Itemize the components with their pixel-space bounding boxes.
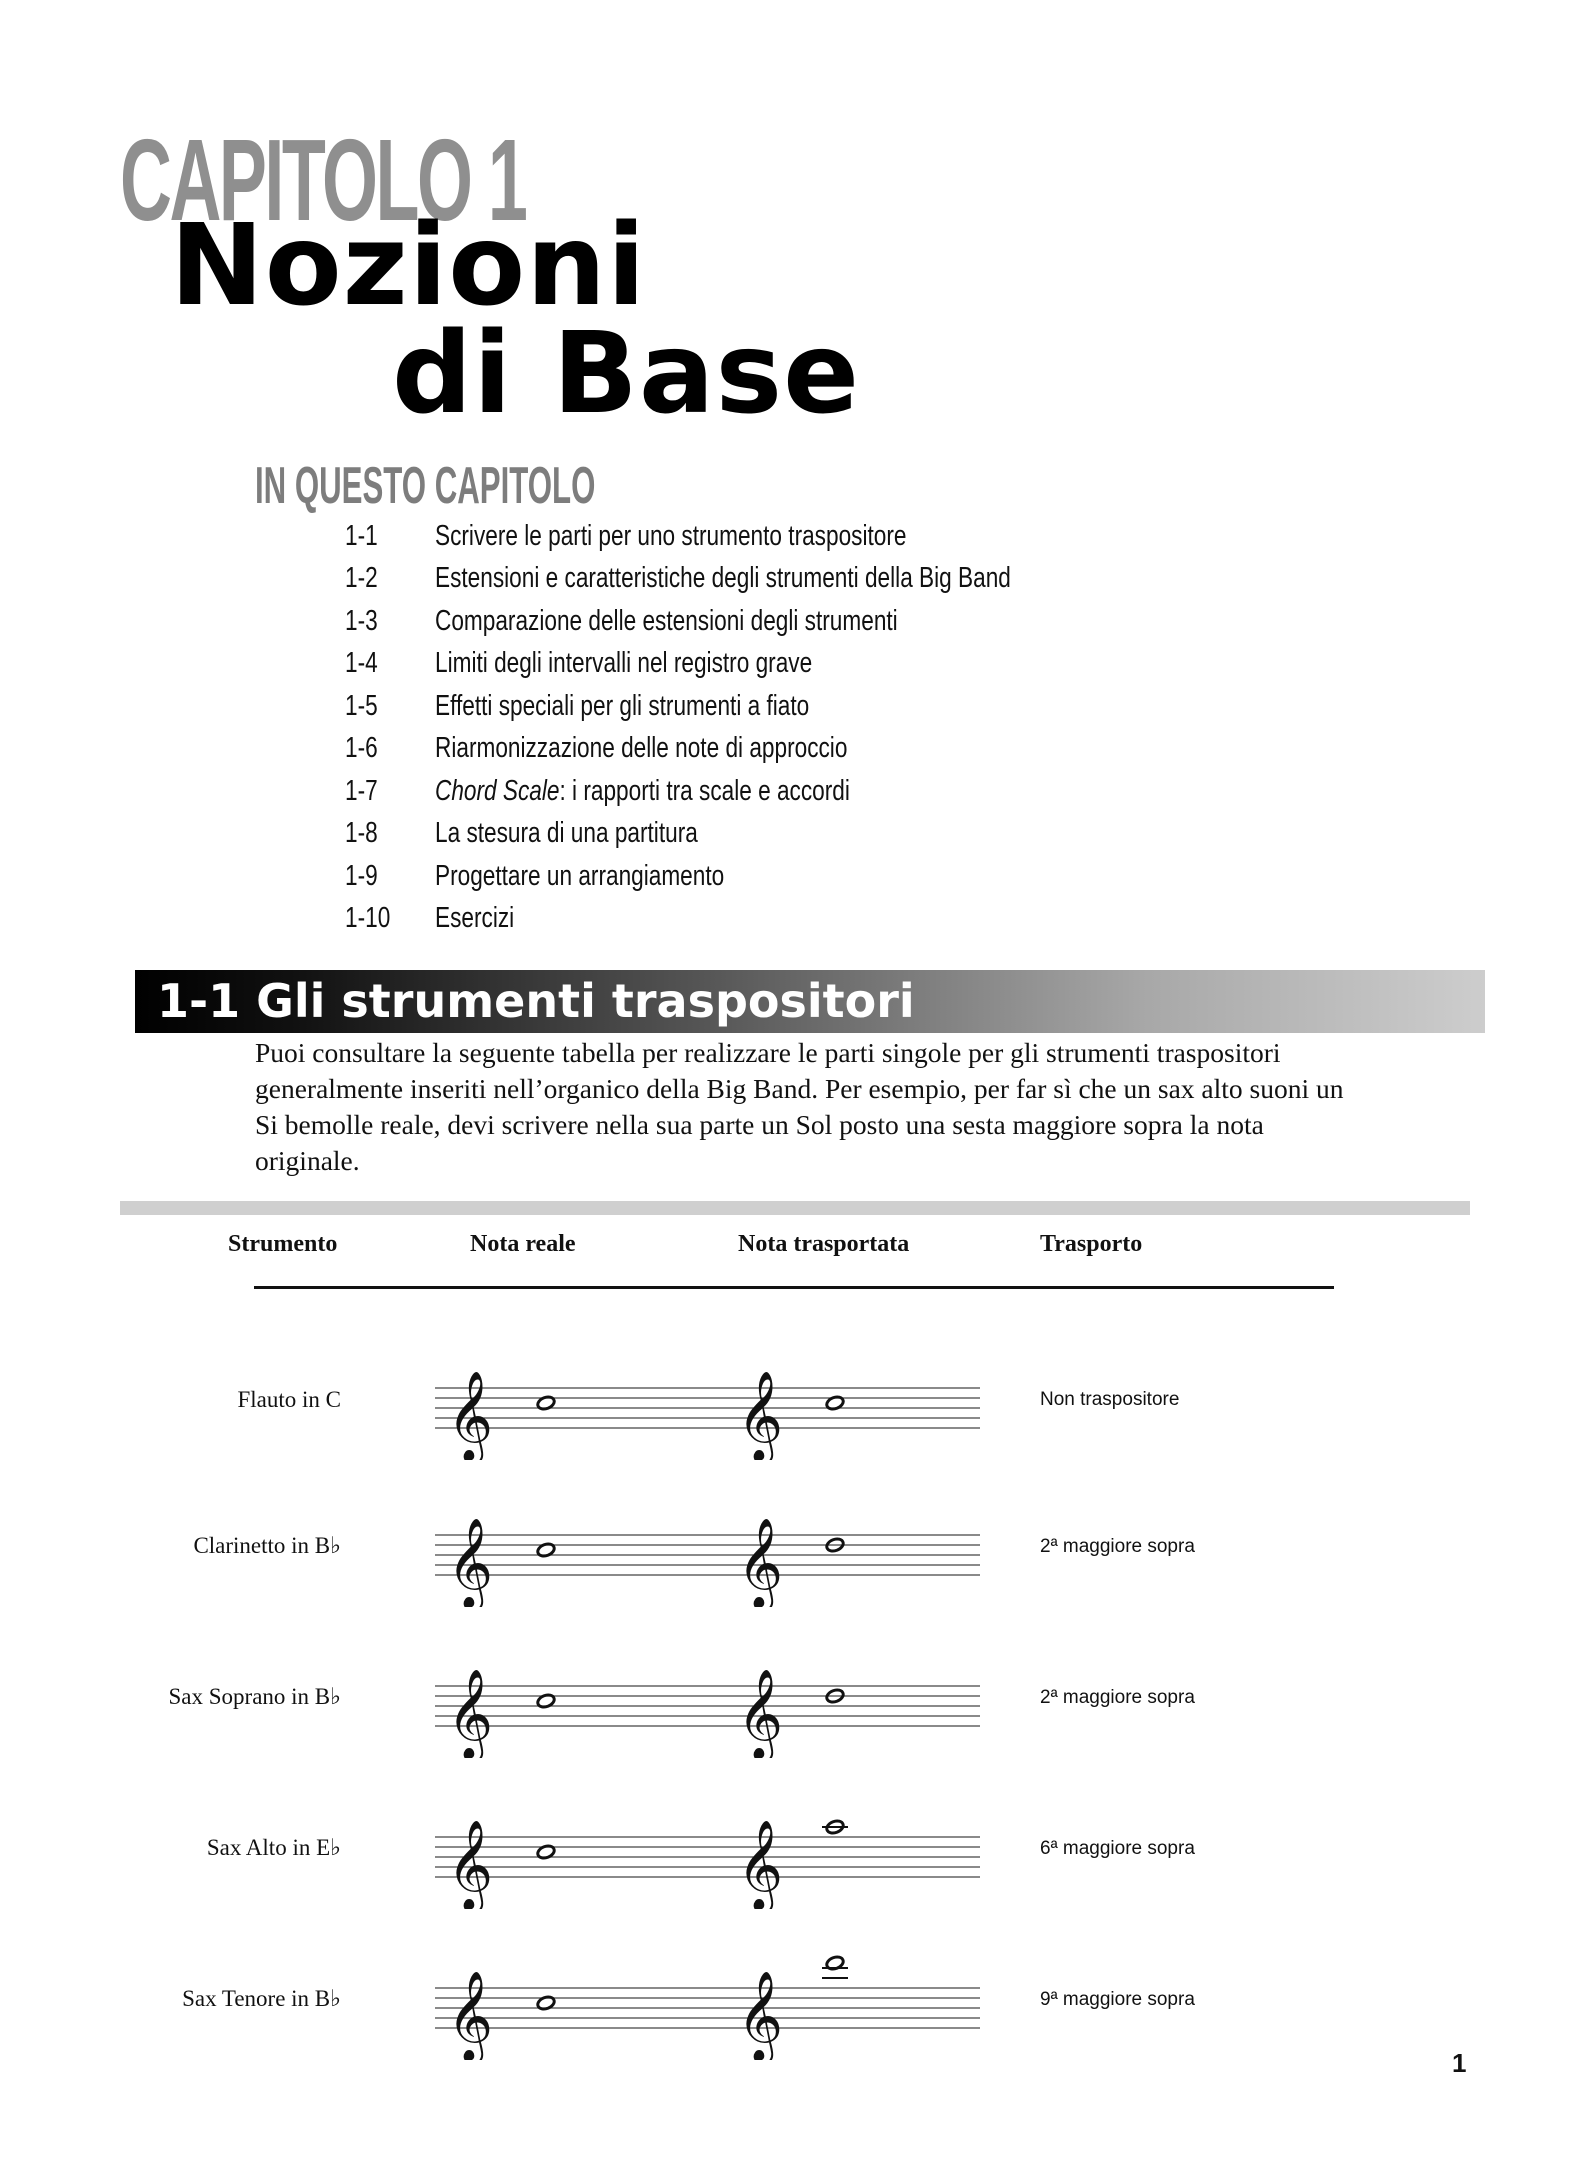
toc-item-text: Effetti speciali per gli strumenti a fiato xyxy=(435,690,810,722)
staff-row xyxy=(435,1789,980,1909)
table-top-rule xyxy=(120,1201,1470,1215)
toc-item-number: 1-10 xyxy=(345,902,391,934)
toc-item-text-rest: : i rapporti tra scale e accordi xyxy=(559,775,850,807)
toc-item-number: 1-4 xyxy=(345,647,378,679)
whole-note-head xyxy=(536,1395,556,1411)
section-intro-paragraph: Puoi consultare la seguente tabella per realizzare le parti singole per gli strumenti traspositori generalmente inseriti nell’organico della Big Band. Per esempio, per far sì che un sax alto suoni un Si bemolle reale, devi scrivere nella sua parte un Sol posto una sesta maggiore sopra la nota originale. xyxy=(255,1037,1344,1176)
toc-item-text: Esercizi xyxy=(435,902,515,934)
toc-heading: IN QUESTO CAPITOLO xyxy=(255,457,596,515)
toc-item-number: 1-1 xyxy=(345,520,378,552)
instrument-label: Sax Tenore in B♭ xyxy=(182,1986,341,2011)
toc-item-text-italic: Chord Scale xyxy=(435,775,560,807)
real-note xyxy=(536,1844,556,1860)
transposition-label: 2ª maggiore sopra xyxy=(1040,1536,1195,1557)
transposed-note xyxy=(822,1819,848,1835)
staff-row xyxy=(435,1340,980,1460)
transposition-label: Non traspositore xyxy=(1040,1389,1180,1410)
toc-item-text: Riarmonizzazione delle note di approccio xyxy=(435,732,848,764)
toc-item-text: Scrivere le parti per uno strumento traspositore xyxy=(435,520,907,552)
toc-item-number: 1-2 xyxy=(345,562,378,594)
toc-item-number: 1-7 xyxy=(345,775,378,807)
treble-clef-icon: 𝄞 xyxy=(737,1518,784,1607)
transposed-note xyxy=(825,1395,845,1411)
transposed-note xyxy=(822,1955,848,1978)
real-note xyxy=(536,1542,556,1558)
whole-note-head xyxy=(536,1542,556,1558)
chapter-title-line-2: di Base xyxy=(392,309,861,439)
treble-clef-icon: 𝄞 xyxy=(737,1971,784,2060)
real-note xyxy=(536,1395,556,1411)
toc-item-text: La stesura di una partitura xyxy=(435,817,698,849)
toc-item-number: 1-8 xyxy=(345,817,378,849)
instrument-label: Sax Soprano in B♭ xyxy=(168,1684,341,1709)
treble-clef-icon: 𝄞 xyxy=(737,1820,784,1909)
whole-note-head xyxy=(536,1844,556,1860)
chapter-title-line-1: Nozioni xyxy=(170,201,647,331)
instrument-label: Clarinetto in B♭ xyxy=(193,1533,341,1558)
toc-item-text: Comparazione delle estensioni degli strumenti xyxy=(435,605,898,637)
instrument-label: Sax Alto in E♭ xyxy=(206,1835,341,1860)
chapter-label: CAPITOLO 1 xyxy=(120,115,526,245)
toc-item-number: 1-6 xyxy=(345,732,378,764)
toc-item-number: 1-9 xyxy=(345,860,378,892)
transposition-label: 2ª maggiore sopra xyxy=(1040,1687,1195,1708)
real-note xyxy=(536,1693,556,1709)
staff-row xyxy=(435,1940,980,2060)
section-header-bar xyxy=(135,970,1485,1033)
toc-item-text: Limiti degli intervalli nel registro grave xyxy=(435,647,813,679)
treble-clef-icon: 𝄞 xyxy=(447,1971,494,2060)
real-note xyxy=(536,1995,556,2011)
table-header-rule xyxy=(254,1286,1334,1289)
column-header-instrument: Strumento xyxy=(228,1231,338,1257)
treble-clef-icon: 𝄞 xyxy=(737,1371,784,1460)
page-number: 1 xyxy=(1452,2048,1467,2078)
treble-clef-icon: 𝄞 xyxy=(447,1518,494,1607)
treble-clef-icon: 𝄞 xyxy=(447,1669,494,1758)
treble-clef-icon: 𝄞 xyxy=(447,1820,494,1909)
staff-row xyxy=(435,1638,980,1758)
treble-clef-icon: 𝄞 xyxy=(737,1669,784,1758)
transposition-label: 6ª maggiore sopra xyxy=(1040,1838,1195,1859)
whole-note-head xyxy=(536,1693,556,1709)
whole-note-head xyxy=(825,1395,845,1411)
staff-row xyxy=(435,1487,980,1607)
toc-item-text: Estensioni e caratteristiche degli strumenti della Big Band xyxy=(435,562,1011,594)
column-header-real-note: Nota reale xyxy=(470,1231,576,1257)
toc-item-text: Progettare un arrangiamento xyxy=(435,860,725,892)
whole-note-head xyxy=(536,1995,556,2011)
transposition-label: 9ª maggiore sopra xyxy=(1040,1989,1195,2010)
toc-item-number: 1-3 xyxy=(345,605,378,637)
treble-clef-icon: 𝄞 xyxy=(447,1371,494,1460)
column-header-transposed-note: Nota trasportata xyxy=(738,1231,910,1257)
section-title: 1-1 Gli strumenti traspositori xyxy=(157,974,915,1028)
instrument-label: Flauto in C xyxy=(237,1387,341,1412)
toc-item-number: 1-5 xyxy=(345,690,378,722)
toc-item-text xyxy=(435,770,850,812)
column-header-transposition: Trasporto xyxy=(1040,1231,1143,1257)
